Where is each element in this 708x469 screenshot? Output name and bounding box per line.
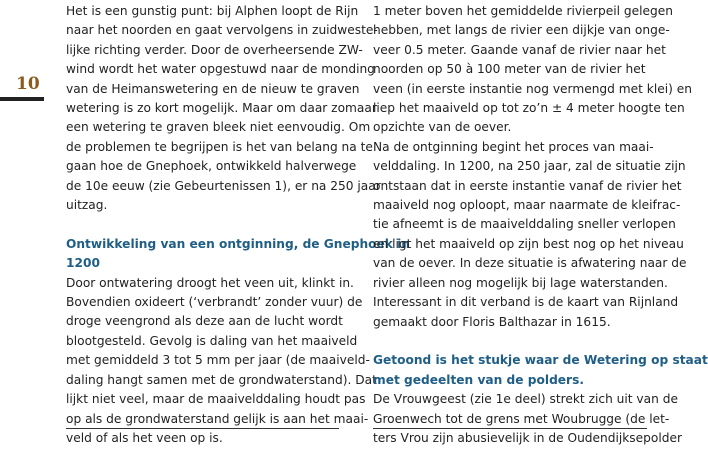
text-line: Interessant in dit verband is de kaart van Rijnland xyxy=(373,295,679,310)
text-line: veld of als het veen op is. xyxy=(66,430,223,445)
text-line: rivier alleen nog mogelijk bij lage waterstanden. xyxy=(373,275,668,290)
right-column xyxy=(373,2,708,448)
text-line: maaiveld nog oploopt, maar naarmate de kleifrac- xyxy=(373,198,681,213)
text-line: noorden op 50 à 100 meter van de rivier het xyxy=(373,62,646,77)
text-line: Het is een gunstig punt: bij Alphen loopt de Rijn xyxy=(66,4,359,18)
text-line: De Vrouwgeest (zie 1e deel) strekt zich uit van de xyxy=(373,392,678,407)
page-number-bar xyxy=(0,97,44,101)
text-line: gaan hoe de Gnephoek, ontwikkeld halverwege xyxy=(66,159,357,174)
text-line: wetering is zo kort mogelijk. Maar om daar zomaar xyxy=(66,101,377,116)
text-line: veer 0.5 meter. Gaande vanaf de rivier naar het xyxy=(373,42,666,57)
left-column xyxy=(66,2,410,448)
text-line: opzichte van de oever. xyxy=(373,120,512,135)
text-line: ters Vrou zijn abusievelijk in de Oudendijksepolder xyxy=(373,430,682,445)
section-heading: Ontwikkeling van een ontginning, de Gnephoek in xyxy=(66,236,410,251)
text-line: ontstaan dat in eerste instantie vanaf de rivier het xyxy=(373,178,682,193)
text-line: naar het noorden en gaat vervolgens in zuidweste- xyxy=(66,23,378,38)
text-line: uitzag. xyxy=(66,198,108,213)
text-line: 1 meter boven het gemiddelde rivierpeil gelegen xyxy=(373,4,673,18)
section-heading: met gedeelten van de polders. xyxy=(373,372,584,387)
text-line: veen (in eerste instantie nog vermengd met klei) en xyxy=(373,81,692,96)
text-line: gemaakt door Floris Balthazar in 1615. xyxy=(373,314,611,329)
text-line: van de oever. In deze situatie is afwatering naar de xyxy=(373,256,687,271)
text-line: velddaling. In 1200, na 250 jaar, zal de situatie zijn xyxy=(373,159,686,174)
text-line: en ligt het maaiveld op zijn best nog op het niveau xyxy=(373,236,684,251)
section-heading: Getoond is het stukje waar de Wetering op staat xyxy=(373,353,708,368)
text-line: met gemiddeld 3 tot 5 mm per jaar (de maaiveld- xyxy=(66,353,370,368)
text-line: van de Heimanswetering en de nieuw te graven xyxy=(66,81,360,96)
text-line: Bovendien oxideert (‘verbrandt’ zonder vuur) de xyxy=(66,295,363,310)
text-line: blootgesteld. Gevolg is daling van het maaiveld xyxy=(66,333,358,348)
text-line: lijke richting verder. Door de overheersende ZW- xyxy=(66,42,363,57)
text-line: droge veengrond als deze aan de lucht wordt xyxy=(66,314,343,329)
text-line: Door ontwatering droogt het veen uit, klinkt in. xyxy=(66,275,354,290)
text-line: de problemen te begrijpen is het van belang na te xyxy=(66,139,373,154)
text-line: hebben, met langs de rivier een dijkje van onge- xyxy=(373,23,670,38)
text-line: daling hangt samen met de grondwaterstand). Dat xyxy=(66,372,377,387)
section-heading: 1200 xyxy=(66,256,100,271)
text-line: lijkt niet veel, maar de maaivelddaling houdt pas xyxy=(66,392,366,407)
footer-rule-right xyxy=(373,428,647,429)
page-number: 10 xyxy=(16,74,40,94)
text-line: op als de grondwaterstand gelijk is aan het maai- xyxy=(66,411,369,426)
text-line: wind wordt het water opgestuwd naar de monding xyxy=(66,62,375,77)
text-line: Groenwech tot de grens met Woubrugge (de let- xyxy=(373,411,670,426)
footer-rule-left xyxy=(66,428,339,429)
text-line: liep het maaiveld op tot zo’n ± 4 meter hoogte ten xyxy=(373,101,685,116)
text-line: Na de ontginning begint het proces van maai- xyxy=(373,139,654,154)
text-line: een wetering te graven bleek niet eenvoudig. Om xyxy=(66,120,371,135)
text-line: tie afneemt is de maaivelddaling sneller verlopen xyxy=(373,217,676,232)
text-line: de 10e eeuw (zie Gebeurtenissen 1), er na 250 jaar xyxy=(66,178,381,193)
